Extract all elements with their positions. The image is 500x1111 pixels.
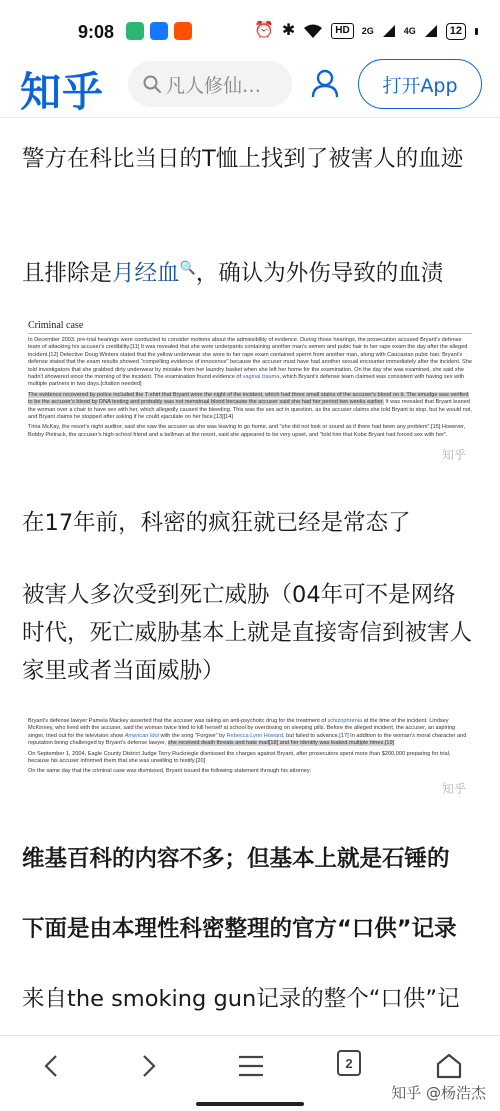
- menstrual-blood-link[interactable]: 月经血: [112, 260, 180, 287]
- app-header: [0, 56, 500, 118]
- hd-badge: HD: [331, 23, 353, 39]
- wiki-paragraph-1: [28, 337, 472, 389]
- paragraph-1: 警方在科比当日的T恤上找到了被害人的血迹: [22, 146, 464, 172]
- browser-bottom-bar: [0, 1035, 500, 1111]
- zhihu-watermark-2: 知乎: [441, 782, 466, 796]
- rebecca-lynn-howard-link[interactable]: Rebecca Lynn Howard: [226, 732, 284, 739]
- zhihu-logo[interactable]: 知乎: [20, 68, 104, 116]
- wiki-text-1: In December 2003, pre-trial hearings were conducted to consider motions about the admissibility of evidence. During those hearings, the prosecution accused Bryant's defense team of attacking his accuser's credibility.[11] It was revealed that she wore underpants containing another man's semen and pubic hair to her rape exam the day after the alleged incident.[12] Detective Doug Winters stated that the yellow underwear she wore to her rape exam contained sperm from another man, along with Caucasian pubic hair. Bryant's defense stated that the exam results showed "compelling evidence of innocence" because the accuser must have had another sexual encounter immediately after the incident. She told investigators that she grabbed dirty underwear by mistake from her laundry basket when she left her home for the examination. On the day she was examined, she said she hadn't showered since the morning of the incident. The examination found evidence of: [28, 337, 472, 381]
- search-icon: [142, 74, 162, 94]
- signal-icon-2: [424, 24, 438, 38]
- wiki2-paragraph-1: [28, 718, 472, 748]
- wiki2-highlight-threats: she received death threats and hate mail[18] and her identity was leaked multiple times.[19]: [167, 740, 395, 747]
- author-watermark: 知乎 @杨浩杰: [391, 1084, 486, 1102]
- paragraph-5: 维基百科的内容不多；但基本上就是石锤的: [22, 846, 450, 872]
- wifi-icon: [303, 23, 323, 39]
- wiki2-text-mid3: , but failed to advance.[17] In addition to the woman's moral character and reputation being challenged by Bryant's defense lawyer,: [28, 732, 467, 747]
- wiki2-paragraph-2: On September 1, 2004, Eagle County District Judge Terry Ruckriegle dismissed the charges against Bryant, after prosecutors spent more than $200,000 preparing for trial, because his accuser informed them that she was unwilling to testify.[20]: [28, 750, 451, 765]
- american-idol-link[interactable]: American Idol: [124, 732, 159, 739]
- signal-icon: [382, 24, 396, 38]
- forward-button[interactable]: [124, 1044, 174, 1088]
- search-input[interactable]: [128, 61, 292, 107]
- alarm-icon: ⏰: [253, 22, 274, 39]
- wiki-highlight-blood: The evidence recovered by police included the T-shirt that Bryant wore the night of the incident, which had three small stains of the accuser's blood on it. The smudge was verified to be the accuser's blood by DNA testing and probably was not menstrual blood because the accuser said she had her period two weeks earlier.: [28, 391, 469, 406]
- wiki-heading: Criminal case: [28, 320, 472, 334]
- app-notification-icon: [126, 22, 144, 40]
- status-bar: [0, 0, 500, 56]
- paragraph-2-end: ，确认为外伤导致的血渍: [195, 260, 444, 287]
- menu-button[interactable]: [226, 1044, 276, 1088]
- chevron-left-icon: [44, 1054, 58, 1078]
- vaginal-trauma-link[interactable]: vaginal trauma: [242, 374, 280, 381]
- paragraph-2-start: 且排除是: [22, 260, 113, 287]
- wiki2-text-1: Bryant's defense lawyer Pamela Mackey asserted that the accuser was taking an anti-psychotic drug for the treatment of: [28, 718, 328, 724]
- tabs-button[interactable]: 2: [337, 1050, 361, 1076]
- paragraph-4: 被害人多次受到死亡威胁（04年可不是网络时代，死亡威胁基本上就是直接寄信到被害人家里或者当面威胁）: [22, 582, 473, 684]
- battery-indicator: [446, 23, 466, 40]
- home-icon: [435, 1052, 463, 1080]
- status-indicators: [254, 20, 478, 42]
- alipay-notification-icon: [150, 22, 168, 40]
- gesture-bar[interactable]: [196, 1102, 304, 1106]
- signal-4g-label: 4G: [403, 26, 416, 36]
- back-button[interactable]: [26, 1044, 76, 1088]
- open-app-button[interactable]: 打开App: [358, 59, 482, 109]
- article-content: [0, 118, 500, 1035]
- taobao-notification-icon: [174, 22, 192, 40]
- menu-icon: [238, 1055, 264, 1077]
- wiki-excerpt-criminal-case: [28, 320, 472, 486]
- paragraph-6: 下面是由本理性科密整理的官方“口供”记录: [22, 916, 457, 942]
- zhihu-watermark: 知乎: [441, 448, 466, 462]
- paragraph-2: [22, 250, 478, 293]
- signal-2g-label: 2G: [361, 26, 374, 36]
- wiki-text-2-rest: It was revealed that Bryant leaned the woman over a chair to have sex with her, which allegedly caused the bleeding. This was the sex act in question, as the accuser claims she told Bryant to stop, but he would not, and Bryant claims he stopped after asking if he could ejaculate on her face.[13][14]: [28, 399, 472, 421]
- schizophrenia-link[interactable]: schizophrenia: [327, 718, 363, 724]
- wiki-paragraph-3: Trina McKay, the resort's night auditor, said she saw the accuser as she was leaving to go home, and "she did not look or sound as if there had been any problem".[15] However, Bobby Pietrack, the accuser's high-school friend and a bellman at the resort, said she appeared to be very upset, and "told him that Kobe Bryant had forced sex with her".: [28, 424, 466, 438]
- wiki-excerpt-defense: [28, 718, 472, 806]
- wiki2-text-mid: at the time of the incident. Lindsey McKinney, who lived with the accuser, said the woman twice tried to kill herself at school by overdosing on sleeping pills. Before the alleged incident, the accuser, an aspiring singer, tried out for the television show: [28, 718, 456, 739]
- wiki-paragraph-2: [28, 392, 472, 422]
- battery-tip: [475, 28, 478, 35]
- wiki-text-1-tail: , which Bryant's defense team claimed was consistent with having sex with multiple partners in two days.[citation needed]: [28, 374, 465, 388]
- wiki2-paragraph-3: On the same day that the criminal case was dismissed, Bryant issued the following statement through his attorney:: [28, 768, 312, 775]
- search-link-icon: 🔍: [179, 261, 196, 276]
- user-icon[interactable]: [310, 68, 340, 98]
- paragraph-7: 来自the smoking gun记录的整个“口供”记: [22, 986, 460, 1012]
- battery-level: 12: [449, 25, 462, 37]
- bluetooth-icon: ✱: [281, 22, 296, 39]
- wiki2-text-mid2: with the song "Forgive" by: [158, 732, 227, 739]
- paragraph-3: 在17年前，科密的疯狂就已经是常态了: [22, 510, 411, 536]
- search-placeholder: 凡人修仙…: [166, 74, 262, 97]
- status-time: 9:08: [78, 22, 115, 42]
- chevron-right-icon: [142, 1054, 156, 1078]
